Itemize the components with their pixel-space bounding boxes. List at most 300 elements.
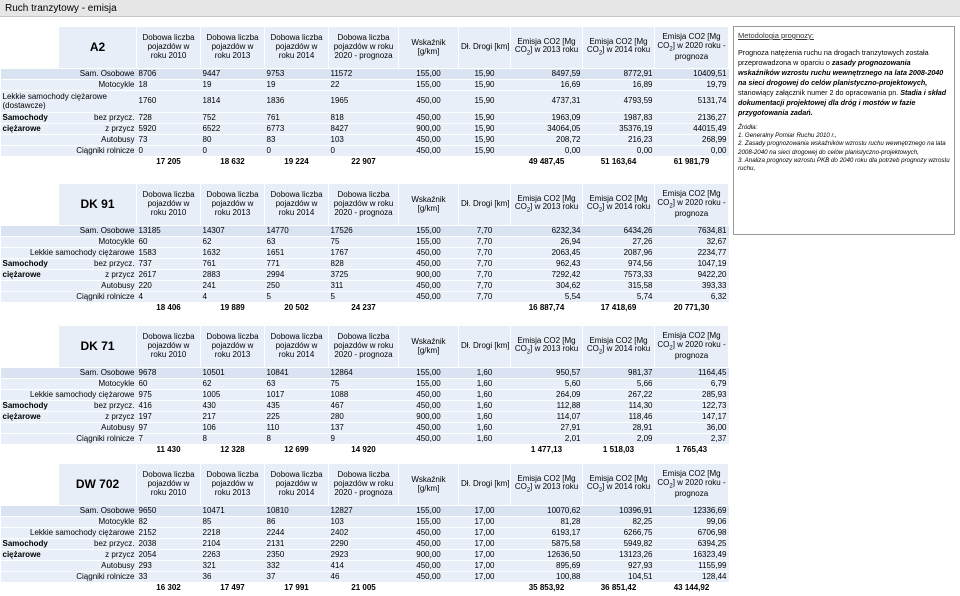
cell-value: 12864 [329, 368, 399, 379]
cell-value: 137 [329, 423, 399, 434]
vehicle-category: Sam. Osobowe [1, 69, 137, 80]
cell-value: 311 [329, 281, 399, 292]
cell-value: 895,69 [511, 561, 583, 572]
header-c2010-line: Dobowa liczba [142, 33, 195, 43]
vehicle-category: Lekkie samochody ciężarowe (dostawcze) [1, 91, 137, 113]
cell-value: 0 [329, 146, 399, 157]
totals-spacer [1, 157, 59, 168]
header-c2014-line: pojazdów w [275, 479, 318, 489]
header-e2014-rest: ] w 2014 roku [602, 202, 651, 212]
cell-value: 927,93 [583, 561, 655, 572]
cell-value: 14307 [201, 226, 265, 237]
source-3: 3. Analiza prognozy wzrostu PKB do 2040 roku dla potrzeb prognozy wzrostu ruchu, [738, 157, 950, 173]
cell-value: 1836 [265, 91, 329, 113]
cell-value: 99,06 [655, 517, 729, 528]
cell-value: 14770 [265, 226, 329, 237]
header-e2020-line: Emisja CO2 [Mg [662, 189, 721, 199]
cell-value: 106 [201, 423, 265, 434]
cell-value: 6266,75 [583, 528, 655, 539]
header-wsk-line: Wskaźnik [411, 336, 446, 346]
totals-spacer [399, 445, 459, 456]
cell-value: 2402 [329, 528, 399, 539]
cell-value: 4 [137, 292, 201, 303]
header-e2013-rest: ] w 2013 roku [530, 45, 579, 55]
road-name: DW 702 [59, 464, 137, 506]
header-e2013-sub: 2 [526, 50, 531, 57]
cell-value: 17,00 [459, 572, 511, 583]
header-e2013-line: Emisja CO2 [Mg [517, 193, 576, 203]
cell-value: 414 [329, 561, 399, 572]
table-block [0, 463, 728, 594]
cell-value: 1088 [329, 390, 399, 401]
total-emission: 36 851,42 [583, 583, 655, 594]
methodology-p2: stanowiący załącznik numer 2 do opracowania pn. [738, 87, 899, 97]
header-e2014-line [585, 203, 652, 214]
header-c2020-line: Dobowa liczba [337, 33, 390, 43]
cell-value: 15,90 [459, 69, 511, 80]
cell-value: 147,17 [655, 412, 729, 423]
total-emission: 17 418,69 [583, 303, 655, 314]
cell-value: 435 [265, 401, 329, 412]
cell-value: 250 [265, 281, 329, 292]
header-e2013-co: CO [514, 45, 527, 55]
total-emission: 1 765,43 [655, 445, 729, 456]
cell-value: 60 [137, 237, 201, 248]
cell-value: 1,60 [459, 434, 511, 445]
cell-value: 32,67 [655, 237, 729, 248]
cell-value: 60 [137, 379, 201, 390]
vehicle-category: Autobusy [1, 135, 137, 146]
cell-value: 10409,51 [655, 69, 729, 80]
cell-value: 63 [265, 237, 329, 248]
emission-table [0, 463, 729, 594]
cell-value: 450,00 [399, 561, 459, 572]
cell-value: 0,00 [583, 146, 655, 157]
header-wsk [399, 27, 459, 69]
header-e2020-line: Emisja CO2 [Mg [662, 331, 721, 341]
header-c2020-line: Dobowa liczba [337, 470, 390, 480]
cell-value: 6394,25 [655, 539, 729, 550]
header-e2014-co: CO [586, 45, 599, 55]
cell-value: 2152 [137, 528, 201, 539]
cell-value: 450,00 [399, 91, 459, 113]
header-c2020-line: Dobowa liczba [337, 332, 390, 342]
source-1: 1. Generalny Pomiar Ruchu 2010 r., [738, 131, 837, 139]
header-c2020 [329, 326, 399, 368]
header-e2020-sub: 2 [669, 345, 673, 352]
cell-value: 981,37 [583, 368, 655, 379]
table-block [0, 26, 728, 168]
table-row [1, 281, 729, 292]
vehicle-category: Ciągniki rolnicze [1, 146, 137, 157]
cell-value: 118,46 [583, 412, 655, 423]
cell-value: 216,23 [583, 135, 655, 146]
table-row [1, 550, 729, 561]
cell-value: 17,00 [459, 550, 511, 561]
header-c2010-line: roku 2010 [150, 349, 187, 359]
totals-spacer [399, 157, 459, 168]
vehicle-category: Motocykle [1, 80, 137, 91]
table-row [1, 248, 729, 259]
header-c2010-line: pojazdów w [147, 42, 190, 52]
cell-value: 2,09 [583, 434, 655, 445]
cell-value: 15,90 [459, 91, 511, 113]
header-e2020 [655, 464, 729, 506]
total-value: 19 224 [265, 157, 329, 168]
header-c2014-line: Dobowa liczba [270, 33, 323, 43]
cell-value: 122,73 [655, 401, 729, 412]
cell-value: 450,00 [399, 146, 459, 157]
cell-value: 900,00 [399, 270, 459, 281]
header-e2014-sub: 2 [598, 50, 603, 57]
total-value: 17 205 [137, 157, 201, 168]
cell-value: 8772,91 [583, 69, 655, 80]
road-name: A2 [59, 27, 137, 69]
vehicle-group: ciężarowe [1, 124, 59, 135]
vehicle-subtype: bez przycz. [59, 539, 137, 550]
cell-value: 19,79 [655, 80, 729, 91]
header-dl: Dł. Drogi [km] [459, 184, 511, 226]
vehicle-group: Samochody [1, 401, 59, 412]
header-e2013 [511, 27, 583, 69]
cell-value: 7,70 [459, 292, 511, 303]
header-wsk-line: [g/km] [417, 203, 440, 213]
vehicle-category: Sam. Osobowe [1, 506, 137, 517]
header-c2020-line: Dobowa liczba [337, 190, 390, 200]
cell-value: 15,90 [459, 113, 511, 124]
cell-value: 5,54 [511, 292, 583, 303]
cell-value: 33 [137, 572, 201, 583]
total-emission: 20 771,30 [655, 303, 729, 314]
header-e2020-rest: ] w 2020 roku - [672, 477, 726, 487]
cell-value: 8 [201, 434, 265, 445]
vehicle-subtype: z przycz [59, 124, 137, 135]
totals-spacer [399, 303, 459, 314]
header-e2013-co: CO [514, 202, 527, 212]
cell-value: 10810 [265, 506, 329, 517]
cell-value: 5 [329, 292, 399, 303]
cell-value: 962,43 [511, 259, 583, 270]
cell-value: 2038 [137, 539, 201, 550]
cell-value: 467 [329, 401, 399, 412]
header-c2010-line: pojazdów w [147, 199, 190, 209]
cell-value: 155,00 [399, 80, 459, 91]
cell-value: 16,69 [511, 80, 583, 91]
vehicle-category: Autobusy [1, 423, 137, 434]
header-c2010-line: Dobowa liczba [142, 470, 195, 480]
total-value: 20 502 [265, 303, 329, 314]
totals-row [1, 157, 729, 168]
header-wsk-line: Wskaźnik [411, 474, 446, 484]
header-c2020-line: pojazdów w roku [333, 341, 394, 351]
header-e2020-co: CO [657, 339, 670, 349]
cell-value: 1,60 [459, 401, 511, 412]
cell-value: 0,00 [655, 146, 729, 157]
header-c2020-line: pojazdów w roku [333, 199, 394, 209]
cell-value: 8706 [137, 69, 201, 80]
cell-value: 900,00 [399, 124, 459, 135]
methodology-p2-italic: Stadia i skład dokumentacji projektowej dla dróg i mostów w fazie przygotowania zadań. [738, 87, 947, 117]
cell-value: 1583 [137, 248, 201, 259]
vehicle-group: ciężarowe [1, 550, 59, 561]
header-e2020-line: Emisja CO2 [Mg [662, 32, 721, 42]
cell-value: 321 [201, 561, 265, 572]
table-row [1, 135, 729, 146]
emission-table [0, 26, 729, 168]
table-row [1, 91, 729, 113]
header-e2013-sub: 2 [526, 207, 531, 214]
totals-spacer [1, 445, 59, 456]
total-emission: 49 487,45 [511, 157, 583, 168]
header-c2013-line: roku 2013 [214, 487, 251, 497]
cell-value: 19 [201, 80, 265, 91]
cell-value: 2218 [201, 528, 265, 539]
header-e2013-sub: 2 [526, 349, 531, 356]
header-e2020-line: prognoza [674, 52, 709, 62]
header-e2013 [511, 184, 583, 226]
cell-value: 7,70 [459, 237, 511, 248]
cell-value: 10396,91 [583, 506, 655, 517]
vehicle-subtype: bez przycz. [59, 259, 137, 270]
total-emission: 35 853,92 [511, 583, 583, 594]
cell-value: 2883 [201, 270, 265, 281]
cell-value: 1155,99 [655, 561, 729, 572]
cell-value: 450,00 [399, 423, 459, 434]
header-c2014-line: roku 2014 [278, 487, 315, 497]
cell-value: 10070,62 [511, 506, 583, 517]
cell-value: 1760 [137, 91, 201, 113]
cell-value: 1,60 [459, 368, 511, 379]
table-row [1, 561, 729, 572]
table-row [1, 401, 729, 412]
cell-value: 2994 [265, 270, 329, 281]
header-e2013 [511, 326, 583, 368]
total-value: 12 328 [201, 445, 265, 456]
cell-value: 1651 [265, 248, 329, 259]
vehicle-category: Autobusy [1, 561, 137, 572]
header-c2013-line: roku 2013 [214, 207, 251, 217]
cell-value: 450,00 [399, 281, 459, 292]
cell-value: 2054 [137, 550, 201, 561]
cell-value: 2063,45 [511, 248, 583, 259]
cell-value: 9447 [201, 69, 265, 80]
table-row [1, 146, 729, 157]
methodology-p1: Prognoza natężenia ruchu na drogach tranzytowych została przeprowadzona w oparciu o [738, 48, 929, 67]
cell-value: 728 [137, 113, 201, 124]
cell-value: 268,99 [655, 135, 729, 146]
cell-value: 44015,49 [655, 124, 729, 135]
vehicle-subtype: z przycz [59, 412, 137, 423]
total-value: 16 302 [137, 583, 201, 594]
header-e2014-sub: 2 [598, 349, 603, 356]
header-e2020-co: CO [657, 40, 670, 50]
cell-value: 35376,19 [583, 124, 655, 135]
header-c2013-line: Dobowa liczba [206, 470, 259, 480]
vehicle-category: Ciągniki rolnicze [1, 292, 137, 303]
vehicle-category: Sam. Osobowe [1, 226, 137, 237]
cell-value: 27,26 [583, 237, 655, 248]
vehicle-category: Lekkie samochody ciężarowe [1, 390, 137, 401]
cell-value: 34064,05 [511, 124, 583, 135]
cell-value: 7634,81 [655, 226, 729, 237]
header-spacer [1, 184, 59, 226]
cell-value: 7573,33 [583, 270, 655, 281]
header-c2020 [329, 184, 399, 226]
cell-value: 2617 [137, 270, 201, 281]
header-e2020-sub: 2 [669, 483, 673, 490]
header-c2014-line: roku 2014 [278, 50, 315, 60]
vehicle-category: Ciągniki rolnicze [1, 572, 137, 583]
cell-value: 100,88 [511, 572, 583, 583]
header-c2013 [201, 184, 265, 226]
header-e2014-line [585, 46, 652, 57]
cell-value: 17,00 [459, 561, 511, 572]
cell-value: 2290 [329, 539, 399, 550]
cell-value: 6522 [201, 124, 265, 135]
header-wsk [399, 464, 459, 506]
cell-value: 97 [137, 423, 201, 434]
cell-value: 450,00 [399, 248, 459, 259]
cell-value: 9422,20 [655, 270, 729, 281]
cell-value: 975 [137, 390, 201, 401]
cell-value: 430 [201, 401, 265, 412]
total-value: 14 920 [329, 445, 399, 456]
cell-value: 63 [265, 379, 329, 390]
cell-value: 304,62 [511, 281, 583, 292]
methodology-title: Metodologia prognozy: [738, 31, 814, 40]
cell-value: 86 [265, 517, 329, 528]
header-e2014 [583, 184, 655, 226]
header-dl: Dł. Drogi [km] [459, 27, 511, 69]
header-e2020-line: prognoza [674, 489, 709, 499]
total-value: 18 632 [201, 157, 265, 168]
table-row [1, 113, 729, 124]
cell-value: 900,00 [399, 550, 459, 561]
cell-value: 13185 [137, 226, 201, 237]
cell-value: 1814 [201, 91, 265, 113]
header-c2014-line: pojazdów w [275, 42, 318, 52]
header-c2010-line: Dobowa liczba [142, 190, 195, 200]
cell-value: 450,00 [399, 259, 459, 270]
cell-value: 73 [137, 135, 201, 146]
emission-table [0, 325, 729, 456]
cell-value: 114,07 [511, 412, 583, 423]
cell-value: 8427 [329, 124, 399, 135]
table-row [1, 368, 729, 379]
table-row [1, 226, 729, 237]
header-c2013-line: Dobowa liczba [206, 33, 259, 43]
header-c2020-line: 2020 - prognoza [334, 349, 393, 359]
cell-value: 155,00 [399, 506, 459, 517]
header-e2014-sub: 2 [598, 207, 603, 214]
window-title: Ruch tranzytowy - emisja [5, 3, 117, 14]
cell-value: 771 [265, 259, 329, 270]
cell-value: 6,32 [655, 292, 729, 303]
header-wsk-line: Wskaźnik [411, 194, 446, 204]
cell-value: 220 [137, 281, 201, 292]
total-value: 24 237 [329, 303, 399, 314]
cell-value: 8 [265, 434, 329, 445]
header-c2010 [137, 27, 201, 69]
header-e2020-sub: 2 [669, 203, 673, 210]
vehicle-category: Ciągniki rolnicze [1, 434, 137, 445]
header-c2010-line: roku 2010 [150, 487, 187, 497]
cell-value: 1987,83 [583, 113, 655, 124]
header-c2010-line: Dobowa liczba [142, 332, 195, 342]
cell-value: 7,70 [459, 259, 511, 270]
cell-value: 7,70 [459, 226, 511, 237]
header-e2020-rest: ] w 2020 roku - [672, 40, 726, 50]
cell-value: 6232,34 [511, 226, 583, 237]
table-row [1, 124, 729, 135]
cell-value: 264,09 [511, 390, 583, 401]
header-e2020-rest: ] w 2020 roku - [672, 339, 726, 349]
vehicle-subtype: bez przycz. [59, 401, 137, 412]
total-emission: 51 163,64 [583, 157, 655, 168]
header-e2013-line: Emisja CO2 [Mg [517, 36, 576, 46]
totals-spacer [459, 303, 511, 314]
methodology-panel [733, 26, 955, 235]
header-c2013 [201, 464, 265, 506]
header-c2014-line: Dobowa liczba [270, 332, 323, 342]
cell-value: 110 [265, 423, 329, 434]
cell-value: 818 [329, 113, 399, 124]
cell-value: 28,91 [583, 423, 655, 434]
header-c2013-line: pojazdów w [211, 199, 254, 209]
cell-value: 8497,59 [511, 69, 583, 80]
cell-value: 10471 [201, 506, 265, 517]
header-c2013-line: roku 2013 [214, 349, 251, 359]
cell-value: 332 [265, 561, 329, 572]
cell-value: 1632 [201, 248, 265, 259]
header-c2014 [265, 184, 329, 226]
header-e2020-co: CO [657, 197, 670, 207]
header-spacer [1, 27, 59, 69]
cell-value: 450,00 [399, 292, 459, 303]
cell-value: 18 [137, 80, 201, 91]
vehicle-category: Autobusy [1, 281, 137, 292]
cell-value: 974,56 [583, 259, 655, 270]
cell-value: 12336,69 [655, 506, 729, 517]
header-c2020-line: pojazdów w roku [333, 479, 394, 489]
vehicle-subtype: bez przycz. [59, 113, 137, 124]
cell-value: 75 [329, 237, 399, 248]
cell-value: 2923 [329, 550, 399, 561]
table-row [1, 270, 729, 281]
cell-value: 293 [137, 561, 201, 572]
cell-value: 11572 [329, 69, 399, 80]
header-c2013-line: pojazdów w [211, 341, 254, 351]
header-c2010 [137, 184, 201, 226]
totals-row [1, 445, 729, 456]
cell-value: 450,00 [399, 434, 459, 445]
cell-value: 315,58 [583, 281, 655, 292]
cell-value: 197 [137, 412, 201, 423]
header-c2020 [329, 27, 399, 69]
cell-value: 6434,26 [583, 226, 655, 237]
table-row [1, 292, 729, 303]
table-row [1, 506, 729, 517]
header-e2014-sub: 2 [598, 487, 603, 494]
header-e2020-sub: 2 [669, 46, 673, 53]
table-row [1, 379, 729, 390]
cell-value: 2,01 [511, 434, 583, 445]
header-dl: Dł. Drogi [km] [459, 464, 511, 506]
header-e2014 [583, 464, 655, 506]
cell-value: 104,51 [583, 572, 655, 583]
header-e2014-line: Emisja CO2 [Mg [589, 473, 648, 483]
cell-value: 7 [137, 434, 201, 445]
